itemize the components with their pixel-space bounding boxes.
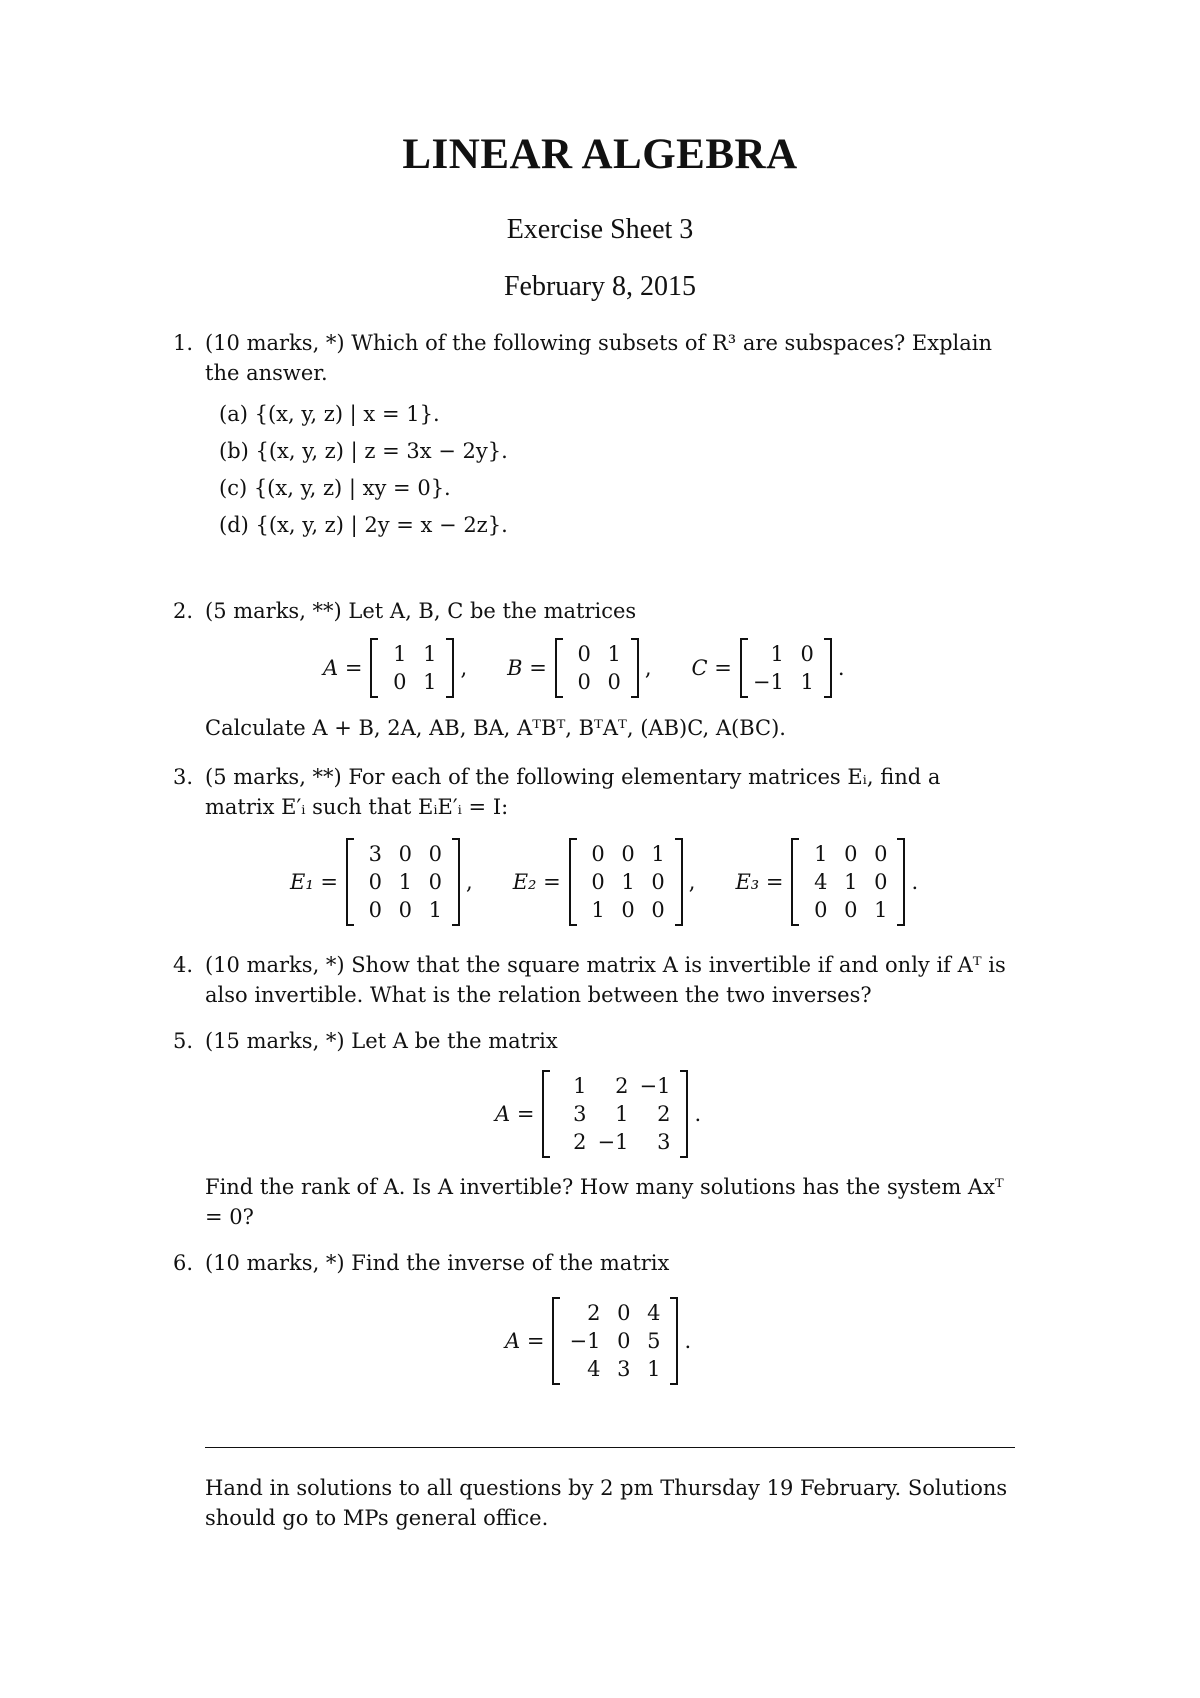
matrix-label: B =: [507, 656, 547, 680]
list-item: (c) {(x, y, z) | xy = 0}.: [219, 476, 451, 500]
matrix-cell: 0: [621, 842, 635, 866]
matrix-cell: 1: [428, 898, 443, 922]
matrix-cell: 1: [647, 1357, 661, 1381]
question-text: (10 marks, *) Find the inverse of the matrix: [205, 1251, 670, 1275]
matrix-cell: 0: [607, 670, 621, 694]
matrix-cell: 1: [800, 670, 814, 694]
matrix-cell: 1: [651, 842, 665, 866]
matrix-cell: 0: [800, 642, 814, 666]
matrix-label: E₁ =: [290, 870, 339, 894]
matrix-cell: 0: [874, 842, 888, 866]
matrix-row-q5: A = 1 2 −1 3 1 2 2 −1 3 .: [495, 1070, 701, 1158]
matrix-label: A =: [495, 1102, 535, 1126]
matrix-cell: 0: [591, 842, 605, 866]
matrix-cell: 1: [393, 642, 407, 666]
matrix-label: A =: [505, 1329, 545, 1353]
matrix-cell: 4: [587, 1357, 601, 1381]
matrix-a: [370, 638, 454, 698]
matrix-cell: 1: [423, 642, 437, 666]
sheet-date: February 8, 2015: [503, 271, 697, 302]
matrix-e3: [791, 838, 905, 926]
matrix-cell: 1: [615, 1102, 629, 1126]
matrix-b: [555, 638, 639, 698]
matrix-cell: 0: [617, 1329, 631, 1353]
matrix-cell: 4: [647, 1301, 661, 1325]
matrix-cell: 1: [621, 870, 635, 894]
question-1: [173, 328, 1008, 544]
matrix-cell: −1: [752, 670, 784, 694]
question-text: (10 marks, *) Which of the following subsets of R³ are subspaces? Explain the answer.: [205, 331, 993, 385]
matrix-cell: 1: [814, 842, 828, 866]
list-item: (b) {(x, y, z) | z = 3x − 2y}.: [219, 439, 508, 463]
matrix-cell: 1: [423, 670, 437, 694]
matrix-cell: 0: [814, 898, 828, 922]
matrix-cell: 2: [615, 1074, 629, 1098]
matrix-label: E₂ =: [512, 870, 561, 894]
matrix-label: E₃ =: [735, 870, 784, 894]
question-4: [173, 950, 1008, 1010]
matrix-cell: 0: [428, 870, 443, 894]
question-5: [173, 1026, 1008, 1056]
matrix-cell: 0: [651, 870, 665, 894]
matrix-cell: 1: [874, 898, 888, 922]
question-number: 1.: [173, 331, 194, 355]
question-3: [173, 762, 1008, 822]
matrix-cell: 0: [591, 870, 605, 894]
matrix-cell: 0: [844, 898, 858, 922]
matrix-cell: 0: [617, 1301, 631, 1325]
matrix-cell: 0: [577, 642, 591, 666]
matrix-c: [740, 638, 832, 698]
matrix-label: C =: [691, 656, 732, 680]
matrix-cell: 3: [657, 1130, 671, 1154]
question-number: 5.: [173, 1029, 194, 1053]
matrices-abc: A = 1 1 0 1 , B = 0 1 0 0 , C = 1 0 −1 1 .: [323, 638, 845, 698]
question-text: (5 marks, **) For each of the following elementary matrices Eᵢ, find a matrix E′ᵢ such that EᵢE′ᵢ = I:: [205, 765, 941, 819]
footer-divider: [205, 1447, 1015, 1448]
matrix-cell: 2: [657, 1102, 671, 1126]
footer-note: Hand in solutions to all questions by 2 pm Thursday 19 February. Solutions should go to MPs general office.: [205, 1476, 1008, 1530]
sheet-subtitle: Exercise Sheet 3: [506, 214, 694, 245]
matrix-cell: 5: [647, 1329, 661, 1353]
matrix-cell: 1: [607, 642, 621, 666]
matrix-cell: 3: [573, 1102, 587, 1126]
matrix-cell: 1: [770, 642, 784, 666]
matrix-cell: −1: [597, 1130, 629, 1154]
matrix-cell: 0: [393, 670, 407, 694]
question-number: 6.: [173, 1251, 194, 1275]
matrix-cell: 1: [844, 870, 858, 894]
matrix-cell: 1: [573, 1074, 587, 1098]
matrix-cell: 0: [368, 870, 383, 894]
matrix-e2: [569, 838, 683, 926]
matrix-label: A =: [323, 656, 363, 680]
matrix-cell: −1: [569, 1329, 601, 1353]
matrix-cell: 0: [874, 870, 888, 894]
matrix-cell: 0: [651, 898, 665, 922]
matrix-cell: 0: [621, 898, 635, 922]
matrix-cell: 1: [398, 870, 413, 894]
elementary-matrices: E₁ = 3 0 0 0 1 0 0 0 1 , E₂ = 0 0 1 0 1 0 1 0 0 , E₃ = 1 0 0 4 1 0 0 0 1 .: [290, 838, 918, 926]
question-6: [173, 1248, 1008, 1278]
matrix-cell: 4: [814, 870, 828, 894]
matrix-cell: 0: [844, 842, 858, 866]
matrix-cell: −1: [639, 1074, 671, 1098]
question-task: Find the rank of A. Is A invertible? How many solutions has the system Axᵀ = 0?: [205, 1175, 1004, 1229]
question-text: (15 marks, *) Let A be the matrix: [205, 1029, 558, 1053]
question-text: (5 marks, **) Let A, B, C be the matrices: [205, 599, 637, 623]
matrix-e1: [346, 838, 460, 926]
question-number: 3.: [173, 765, 194, 789]
matrix-row-q6: A = 2 0 4 −1 0 5 4 3 1 .: [505, 1297, 691, 1385]
matrix-cell: 0: [398, 898, 413, 922]
question-number: 4.: [173, 953, 194, 977]
question-5-task: [173, 1172, 1008, 1232]
matrix-cell: 2: [573, 1130, 587, 1154]
matrix-cell: 1: [591, 898, 605, 922]
question-task: Calculate A + B, 2A, AB, BA, AᵀBᵀ, BᵀAᵀ, (AB)C, A(BC).: [205, 716, 786, 740]
list-item: (a) {(x, y, z) | x = 1}.: [219, 402, 440, 426]
matrix-a-q5: [542, 1070, 688, 1158]
question-number: 2.: [173, 599, 194, 623]
question-2-task: [173, 713, 1008, 743]
matrix-cell: 3: [617, 1357, 631, 1381]
matrix-cell: 3: [368, 842, 383, 866]
matrix-cell: 0: [428, 842, 443, 866]
list-item: (d) {(x, y, z) | 2y = x − 2z}.: [219, 513, 508, 537]
subset-list: [219, 396, 1008, 544]
matrix-cell: 2: [587, 1301, 601, 1325]
matrix-cell: 0: [577, 670, 591, 694]
document-title: LINEAR ALGEBRA: [402, 131, 798, 178]
matrix-a-q6: [552, 1297, 678, 1385]
question-2: [173, 596, 1008, 626]
question-text: (10 marks, *) Show that the square matrix A is invertible if and only if Aᵀ is also invertible. What is the relation between the two inverses?: [205, 953, 1006, 1007]
matrix-cell: 0: [398, 842, 413, 866]
matrix-cell: 0: [368, 898, 383, 922]
